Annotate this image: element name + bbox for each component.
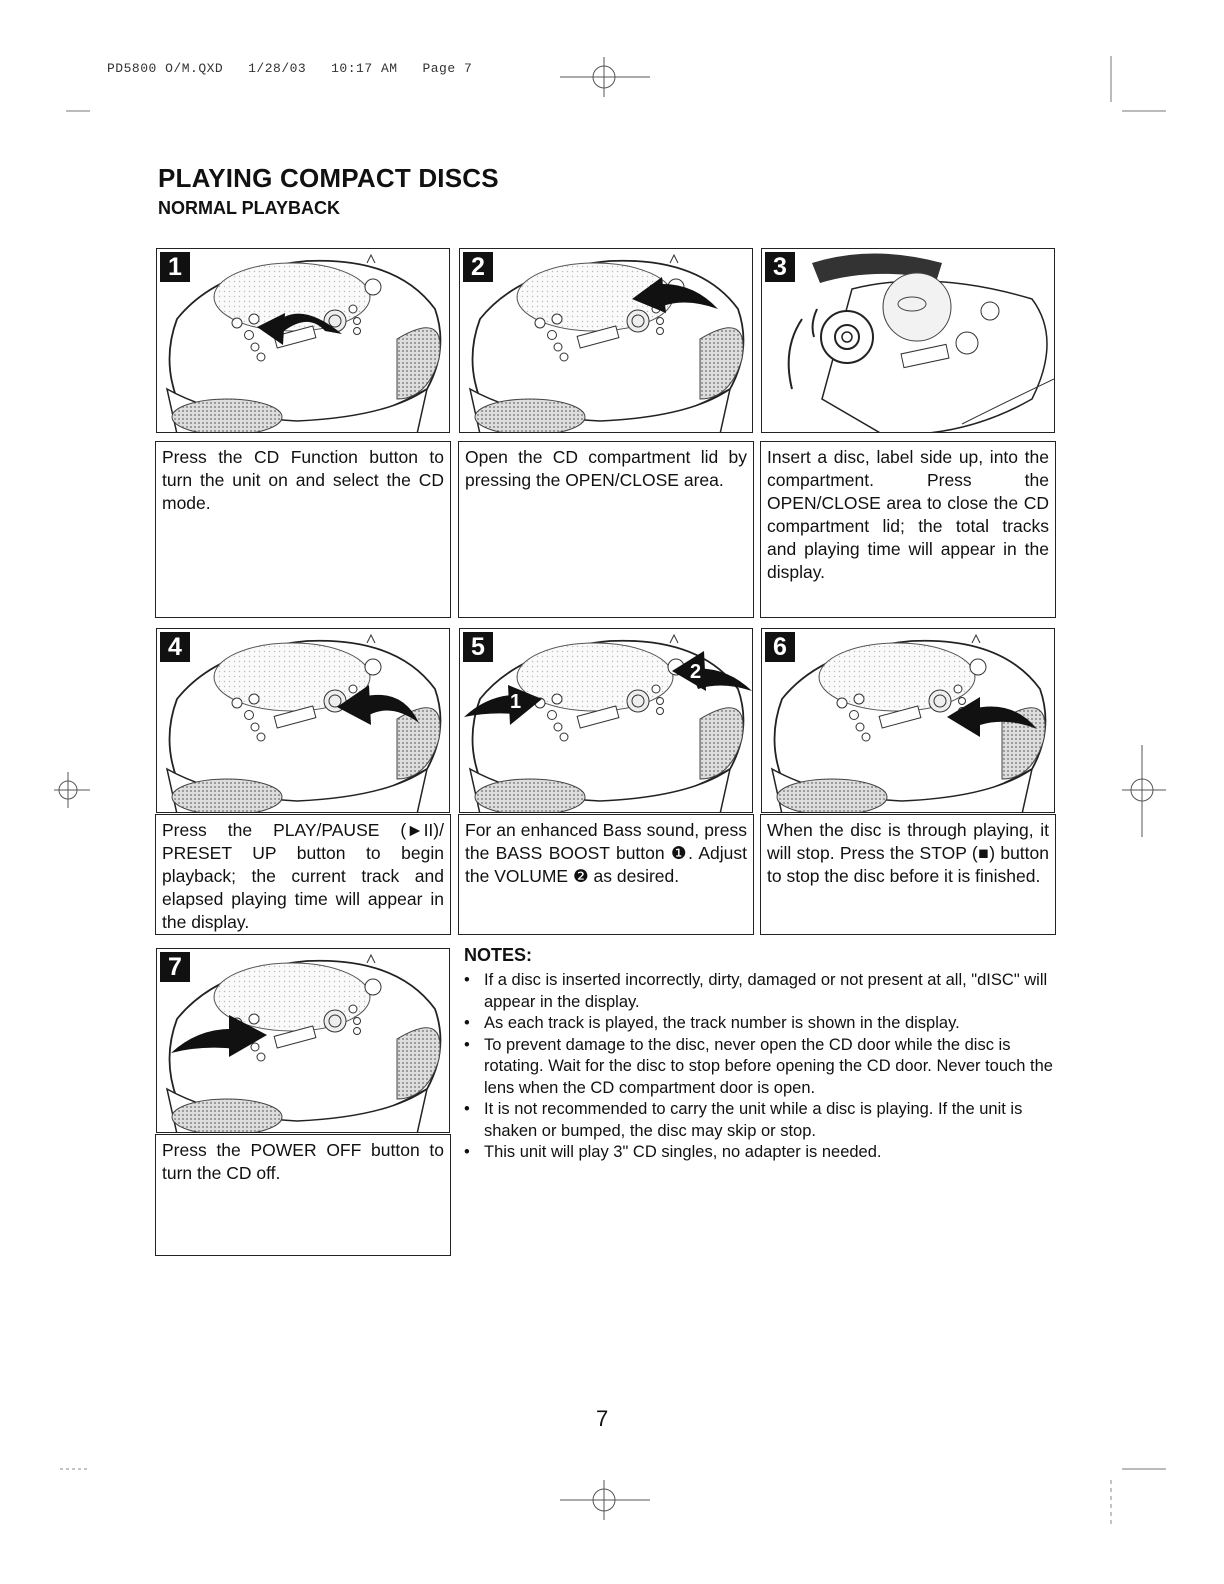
disc-icon (821, 311, 873, 363)
step-1-illustration (156, 248, 450, 433)
step-6-text: When the disc is through playing, it will stop. Press the STOP (■) button to stop the disc before it is finished. (760, 814, 1056, 935)
crop-mark-top-right-vertical (1110, 56, 1112, 102)
step-1-text: Press the CD Function button to turn the unit on and select the CD mode. (155, 441, 451, 618)
crop-mark-top-right (1122, 110, 1166, 112)
step-6-illustration (761, 628, 1055, 813)
step-7-illustration (156, 948, 450, 1133)
callout-2-label: 2 (690, 661, 702, 683)
step-5-number: 5 (463, 632, 493, 662)
registration-mark-top (560, 55, 660, 99)
step-7-number: 7 (160, 952, 190, 982)
registration-mark-right (1122, 745, 1172, 840)
step-2-number: 2 (463, 252, 493, 282)
step-2-text: Open the CD compartment lid by pressing the OPEN/CLOSE area. (458, 441, 754, 618)
step-4-illustration (156, 628, 450, 813)
step-3-text: Insert a disc, label side up, into the compartment. Press the OPEN/CLOSE area to close the CD compartment lid; the total tracks and playing time will appear in the display. (760, 441, 1056, 618)
notes-list (462, 970, 1062, 1164)
step-6-number: 6 (765, 632, 795, 662)
note-item: • It is not recommended to carry the unit while a disc is playing. If the unit is shaken or bumped, the disc may skip or stop. (464, 1100, 1023, 1140)
page-number: 7 (596, 1406, 609, 1431)
notes-heading: NOTES: (464, 945, 533, 965)
step-4-number: 4 (160, 632, 190, 662)
note-item: • To prevent damage to the disc, never open the CD door while the disc is rotating. Wait for the disc to stop before opening the CD door. Never touch the lens when the CD compartment door is open. (464, 1035, 1053, 1097)
notes-section (462, 945, 1062, 1164)
step-3-number: 3 (765, 252, 795, 282)
crop-mark-bottom-right-vertical (1110, 1480, 1112, 1526)
step-2-illustration (459, 248, 753, 433)
crop-mark-bottom-left (60, 1468, 90, 1470)
registration-mark-bottom (560, 1478, 660, 1522)
step-5-text: For an enhanced Bass sound, press the BASS BOOST button ❶. Adjust the VOLUME ❷ as desired. (458, 814, 754, 935)
step-3-illustration (761, 248, 1055, 433)
page-title: PLAYING COMPACT DISCS (158, 163, 499, 193)
hand-icon (789, 309, 817, 389)
step-4-text: Press the PLAY/PAUSE (►II)/ PRESET UP button to begin playback; the current track and elapsed playing time will appear in the display. (155, 814, 451, 935)
note-item: • As each track is played, the track number is shown in the display. (464, 1014, 960, 1032)
step-1-number: 1 (160, 252, 190, 282)
callout-1-label: 1 (510, 691, 522, 713)
registration-mark-left (52, 770, 92, 810)
print-slug-header: PD5800 O/M.QXD 1/28/03 10:17 AM Page 7 (107, 61, 473, 76)
step-7-text: Press the POWER OFF button to turn the CD off. (155, 1134, 451, 1256)
crop-mark-top-left (66, 110, 90, 112)
section-subtitle: NORMAL PLAYBACK (158, 198, 341, 218)
note-item: • This unit will play 3" CD singles, no adapter is needed. (464, 1143, 882, 1161)
step-5-illustration (459, 628, 753, 813)
note-item: • If a disc is inserted incorrectly, dirty, damaged or not present at all, "dISC" will appear in the display. (464, 971, 1048, 1011)
crop-mark-bottom-right (1122, 1468, 1166, 1470)
